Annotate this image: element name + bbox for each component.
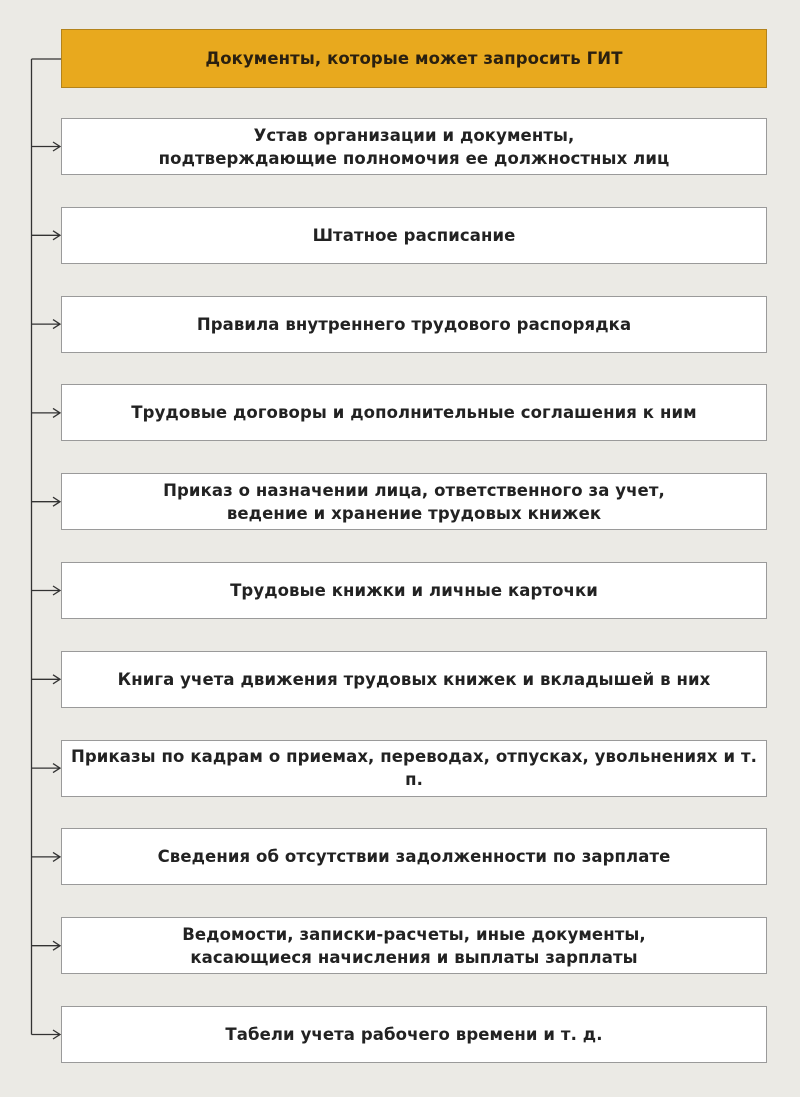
document-item-box: [61, 296, 767, 353]
document-item-box: [61, 917, 767, 974]
document-item-box: [61, 1006, 767, 1063]
document-item-box: [61, 207, 767, 264]
document-item-line: Сведения об отсутствии задолженности по зарплате: [157, 847, 671, 867]
document-item-label: [151, 124, 678, 170]
document-item-box: [61, 562, 767, 619]
document-item-label: [150, 845, 679, 868]
document-item-label: [189, 313, 639, 336]
document-item-line: Приказ о назначении лица, ответственного за учет,: [163, 480, 665, 500]
document-item-label: [155, 479, 673, 525]
document-item-box: [61, 828, 767, 885]
document-item-line: касающиеся начисления и выплаты зарплаты: [190, 947, 638, 967]
header-title: Документы, которые может запросить ГИТ: [205, 49, 623, 68]
document-item-line: Ведомости, записки-расчеты, иные документы,: [182, 924, 646, 944]
document-item-box: [61, 384, 767, 441]
document-item-line: Устав организации и документы,: [253, 125, 575, 145]
document-item-box: [61, 740, 767, 797]
document-item-label: [222, 579, 606, 602]
document-item-label: [174, 923, 654, 969]
document-item-line: Штатное расписание: [312, 225, 516, 245]
document-item-box: [61, 118, 767, 175]
document-item-line: Книга учета движения трудовых книжек и вкладышей в них: [117, 669, 711, 689]
document-item-line: Правила внутреннего трудового распорядка: [196, 314, 632, 334]
document-item-line: Трудовые книжки и личные карточки: [230, 581, 598, 600]
document-item-box: [61, 473, 767, 530]
document-item-line: подтверждающие полномочия ее должностных лиц: [158, 148, 670, 168]
document-item-label: [62, 745, 766, 791]
document-item-label: [123, 401, 704, 424]
document-item-line: ведение и хранение трудовых книжек: [226, 503, 602, 523]
document-item-line: Трудовые договоры и дополнительные соглашения к ним: [131, 403, 697, 423]
document-item-box: [61, 651, 767, 708]
document-item-line: Табели учета рабочего времени и т. д.: [225, 1025, 603, 1044]
document-item-label: [217, 1023, 610, 1046]
document-item-label: [110, 668, 719, 691]
header-box: [61, 29, 767, 88]
document-item-label: [305, 224, 524, 247]
document-item-line: Приказы по кадрам о приемах, переводах, отпусках, увольнениях и т. п.: [70, 747, 758, 790]
